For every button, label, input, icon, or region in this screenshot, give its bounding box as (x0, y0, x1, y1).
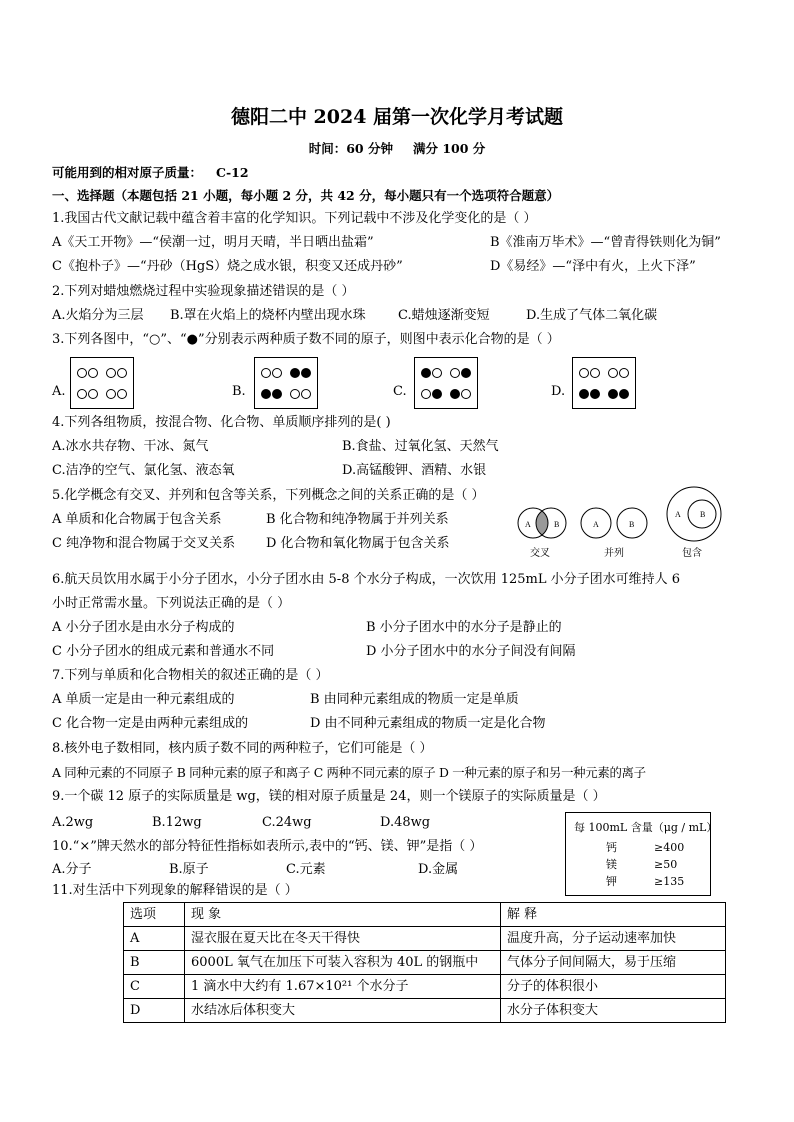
table-row (124, 927, 726, 951)
filled-atom-icon (608, 389, 618, 399)
table-cell: 6000L 氧气在加压下可装入容积为 40L 的钢瓶中 (185, 951, 501, 975)
mineral-value: ≥400 (654, 841, 685, 854)
q10-option-a: A.分子 (52, 862, 92, 877)
table-header-cell: 解 释 (501, 903, 726, 927)
venn-label-a: A (675, 510, 681, 519)
q3-figure-d (572, 357, 636, 409)
mineral-table-header: 每 100mL 含量（μg / mL） (574, 821, 718, 834)
mineral-row-calcium (606, 839, 685, 857)
table-cell: 温度升高，分子运动速率加快 (501, 927, 726, 951)
q6-option-c: C 小分子团水的组成元素和普通水不同 (52, 644, 275, 659)
mineral-content-table (565, 812, 718, 896)
open-atom-icon (301, 389, 311, 399)
q3-figure-a (70, 357, 134, 409)
mineral-value: ≥50 (654, 858, 678, 871)
open-atom-icon (421, 389, 431, 399)
venn-label-a: A (593, 520, 599, 529)
table-header-cell: 选项 (124, 903, 185, 927)
molecule (608, 368, 629, 378)
q10-option-d: D.金属 (418, 862, 459, 877)
table-row (124, 951, 726, 975)
q5-option-b: B 化合物和纯净物属于并列关系 (266, 512, 449, 527)
table-cell: 分子的体积很小 (501, 975, 726, 999)
molecule (106, 389, 127, 399)
table-cell: 气体分子间间隔大，易于压缩 (501, 951, 726, 975)
open-atom-icon (579, 368, 589, 378)
q3-figure-b (254, 357, 318, 409)
exam-info (0, 140, 794, 158)
q7-stem: 7.下列与单质和化合物相关的叙述正确的是（ ） (52, 668, 329, 683)
molecule (450, 368, 471, 378)
venn-parallel-diagram (578, 500, 650, 546)
venn-intersect-diagram (512, 500, 572, 546)
q1-stem: 1.我国古代文献记载中蕴含着丰富的化学知识。下列记载中不涉及化学变化的是（ ） (52, 211, 537, 226)
q9-option-b: B.12wg (152, 815, 202, 830)
q3-label-d: D. (551, 384, 566, 399)
q2-option-a: A.火焰分为三层 (52, 308, 144, 323)
venn-caption-parallel: 并列 (604, 548, 624, 559)
open-atom-icon (106, 368, 116, 378)
atomic-mass-value: C-12 (216, 165, 249, 180)
mineral-row-potassium (606, 873, 685, 891)
table-row (124, 975, 726, 999)
filled-atom-icon (272, 389, 282, 399)
table-cell: 水结冰后体积变大 (185, 999, 501, 1023)
molecule (608, 389, 629, 399)
q3-stem: 3.下列各图中，“○”、“●”分别表示两种质子数不同的原子，则图中表示化合物的是（ ） (52, 332, 560, 347)
open-atom-icon (117, 368, 127, 378)
filled-atom-icon (261, 389, 271, 399)
molecule (290, 368, 311, 378)
open-atom-icon (290, 389, 300, 399)
molecule (579, 389, 600, 399)
q1-option-b: B《淮南万毕术》—“曾青得铁则化为铜” (490, 235, 721, 250)
molecule (77, 368, 98, 378)
open-atom-icon (88, 368, 98, 378)
q3-label-a: A. (52, 384, 66, 399)
q7-option-b: B 由同种元素组成的物质一定是单质 (310, 692, 519, 707)
q2-option-d: D.生成了气体二氧化碳 (526, 308, 658, 323)
q1-option-a: A《天工开物》—“侯潮一过，明月天晴，半日晒出盐霜” (52, 235, 374, 250)
q8-options: A 同种元素的不同原子 B 同种元素的原子和离子 C 两种不同元素的原子 D 一种元素的原子和另一种元素的离子 (52, 765, 646, 780)
mineral-name: 镁 (606, 858, 617, 871)
q10-stem: 10.“×”牌天然水的部分特征性指标如表所示,表中的“钙、镁、钾”是指（ ） (52, 839, 483, 854)
open-atom-icon (590, 368, 600, 378)
filled-atom-icon (301, 368, 311, 378)
open-atom-icon (117, 389, 127, 399)
open-atom-icon (77, 389, 87, 399)
venn-label-b: B (700, 510, 706, 519)
filled-atom-icon (461, 368, 471, 378)
atomic-mass-note (52, 164, 249, 182)
filled-atom-icon (579, 389, 589, 399)
q10-option-c: C.元素 (286, 862, 326, 877)
q5-option-d: D 化合物和氧化物属于包含关系 (266, 536, 450, 551)
q9-option-d: D.48wg (380, 815, 431, 830)
mineral-name: 钙 (606, 841, 617, 854)
table-header-row (124, 903, 726, 927)
filled-atom-icon (290, 368, 300, 378)
open-atom-icon (619, 368, 629, 378)
mineral-row-magnesium (606, 856, 678, 874)
molecule (450, 389, 471, 399)
venn-contain-diagram (662, 484, 726, 548)
filled-atom-icon (619, 389, 629, 399)
venn-caption-contain: 包含 (682, 548, 702, 559)
mineral-value: ≥135 (654, 875, 685, 888)
q6-option-a: A 小分子团水是由水分子构成的 (52, 620, 235, 635)
molecule (421, 389, 442, 399)
q4-option-c: C.洁净的空气、氯化氢、液态氧 (52, 463, 235, 478)
q3-figure-c (414, 357, 478, 409)
q7-option-c: C 化合物一定是由两种元素组成的 (52, 716, 249, 731)
molecule (261, 389, 282, 399)
q5-stem: 5.化学概念有交叉、并列和包含等关系，下列概念之间的关系正确的是（ ） (52, 488, 485, 503)
mineral-name: 钾 (606, 875, 617, 888)
table-cell: B (124, 951, 185, 975)
table-row (124, 999, 726, 1023)
section-heading: 一、选择题（本题包括 21 小题，每小题 2 分，共 42 分，每小题只有一个选项符合题意） (52, 188, 560, 203)
q8-stem: 8.核外电子数相同，核内质子数不同的两种粒子，它们可能是（ ） (52, 741, 433, 756)
filled-atom-icon (421, 368, 431, 378)
table-cell: C (124, 975, 185, 999)
open-atom-icon (261, 368, 271, 378)
q6-stem-line2: 小时正常需水量。下列说法正确的是（ ） (52, 596, 291, 611)
q2-stem: 2.下列对蜡烛燃烧过程中实验现象描述错误的是（ ） (52, 284, 355, 299)
table-cell: 水分子体积变大 (501, 999, 726, 1023)
q4-option-a: A.冰水共存物、干冰、氮气 (52, 439, 209, 454)
open-atom-icon (272, 368, 282, 378)
q1-option-d: D《易经》—“泽中有火，上火下泽” (490, 259, 696, 274)
q5-option-c: C 纯净物和混合物属于交叉关系 (52, 536, 236, 551)
venn-label-b: B (554, 520, 560, 529)
q6-option-d: D 小分子团水中的水分子间没有间隔 (366, 644, 576, 659)
open-atom-icon (106, 389, 116, 399)
venn-label-b: B (629, 520, 635, 529)
table-cell: 湿衣服在夏天比在冬天干得快 (185, 927, 501, 951)
q4-stem: 4.下列各组物质，按混合物、化合物、单质顺序排列的是( ) (52, 415, 391, 430)
q1-option-c: C《抱朴子》—“丹砂（HgS）烧之成水银，积变又还成丹砂” (52, 259, 403, 274)
q2-option-b: B.罩在火焰上的烧杯内壁出现水珠 (170, 308, 366, 323)
molecule (290, 389, 311, 399)
venn-label-a: A (525, 520, 531, 529)
q11-stem: 11.对生活中下列现象的解释错误的是（ ） (52, 883, 298, 898)
q7-option-d: D 由不同种元素组成的物质一定是化合物 (310, 716, 546, 731)
atomic-mass-label: 可能用到的相对原子质量： (52, 165, 203, 180)
q10-option-b: B.原子 (169, 862, 209, 877)
venn-caption-intersect: 交叉 (530, 548, 550, 559)
q2-option-c: C.蜡烛逐渐变短 (398, 308, 490, 323)
table-header-cell: 现 象 (185, 903, 501, 927)
open-atom-icon (88, 389, 98, 399)
filled-atom-icon (590, 389, 600, 399)
molecule (77, 389, 98, 399)
q9-option-a: A.2wg (52, 815, 94, 830)
molecule (421, 368, 442, 378)
q7-option-a: A 单质一定是由一种元素组成的 (52, 692, 235, 707)
q4-option-b: B.食盐、过氧化氢、天然气 (342, 439, 499, 454)
table-cell: D (124, 999, 185, 1023)
exam-score: 满分 100 分 (412, 141, 486, 156)
q9-stem: 9.一个碳 12 原子的实际质量是 wg，镁的相对原子质量是 24，则一个镁原子的实际质量是（ ） (52, 789, 606, 804)
open-atom-icon (432, 368, 442, 378)
table-cell: 1 滴水中大约有 1.67×10²¹ 个水分子 (185, 975, 501, 999)
page-title: 德阳二中 2024 届第一次化学月考试题 (230, 106, 564, 128)
q3-label-b: B. (232, 384, 246, 399)
q5-option-a: A 单质和化合物属于包含关系 (52, 512, 222, 527)
open-atom-icon (77, 368, 87, 378)
q9-option-c: C.24wg (262, 815, 312, 830)
q11-table (123, 902, 726, 1023)
open-atom-icon (450, 368, 460, 378)
q6-option-b: B 小分子团水中的水分子是静止的 (366, 620, 562, 635)
molecule (106, 368, 127, 378)
q6-stem-line1: 6.航天员饮用水属于小分子团水，小分子团水由 5-8 个水分子构成，一次饮用 125mL 小分子团水可维持人 6 (52, 572, 681, 587)
molecule (261, 368, 282, 378)
open-atom-icon (461, 389, 471, 399)
filled-atom-icon (432, 389, 442, 399)
table-cell: A (124, 927, 185, 951)
exam-time: 时间：60 分钟 (308, 141, 393, 156)
q4-option-d: D.高锰酸钾、酒精、水银 (342, 463, 487, 478)
molecule (579, 368, 600, 378)
q3-label-c: C. (393, 384, 407, 399)
open-atom-icon (608, 368, 618, 378)
filled-atom-icon (450, 389, 460, 399)
